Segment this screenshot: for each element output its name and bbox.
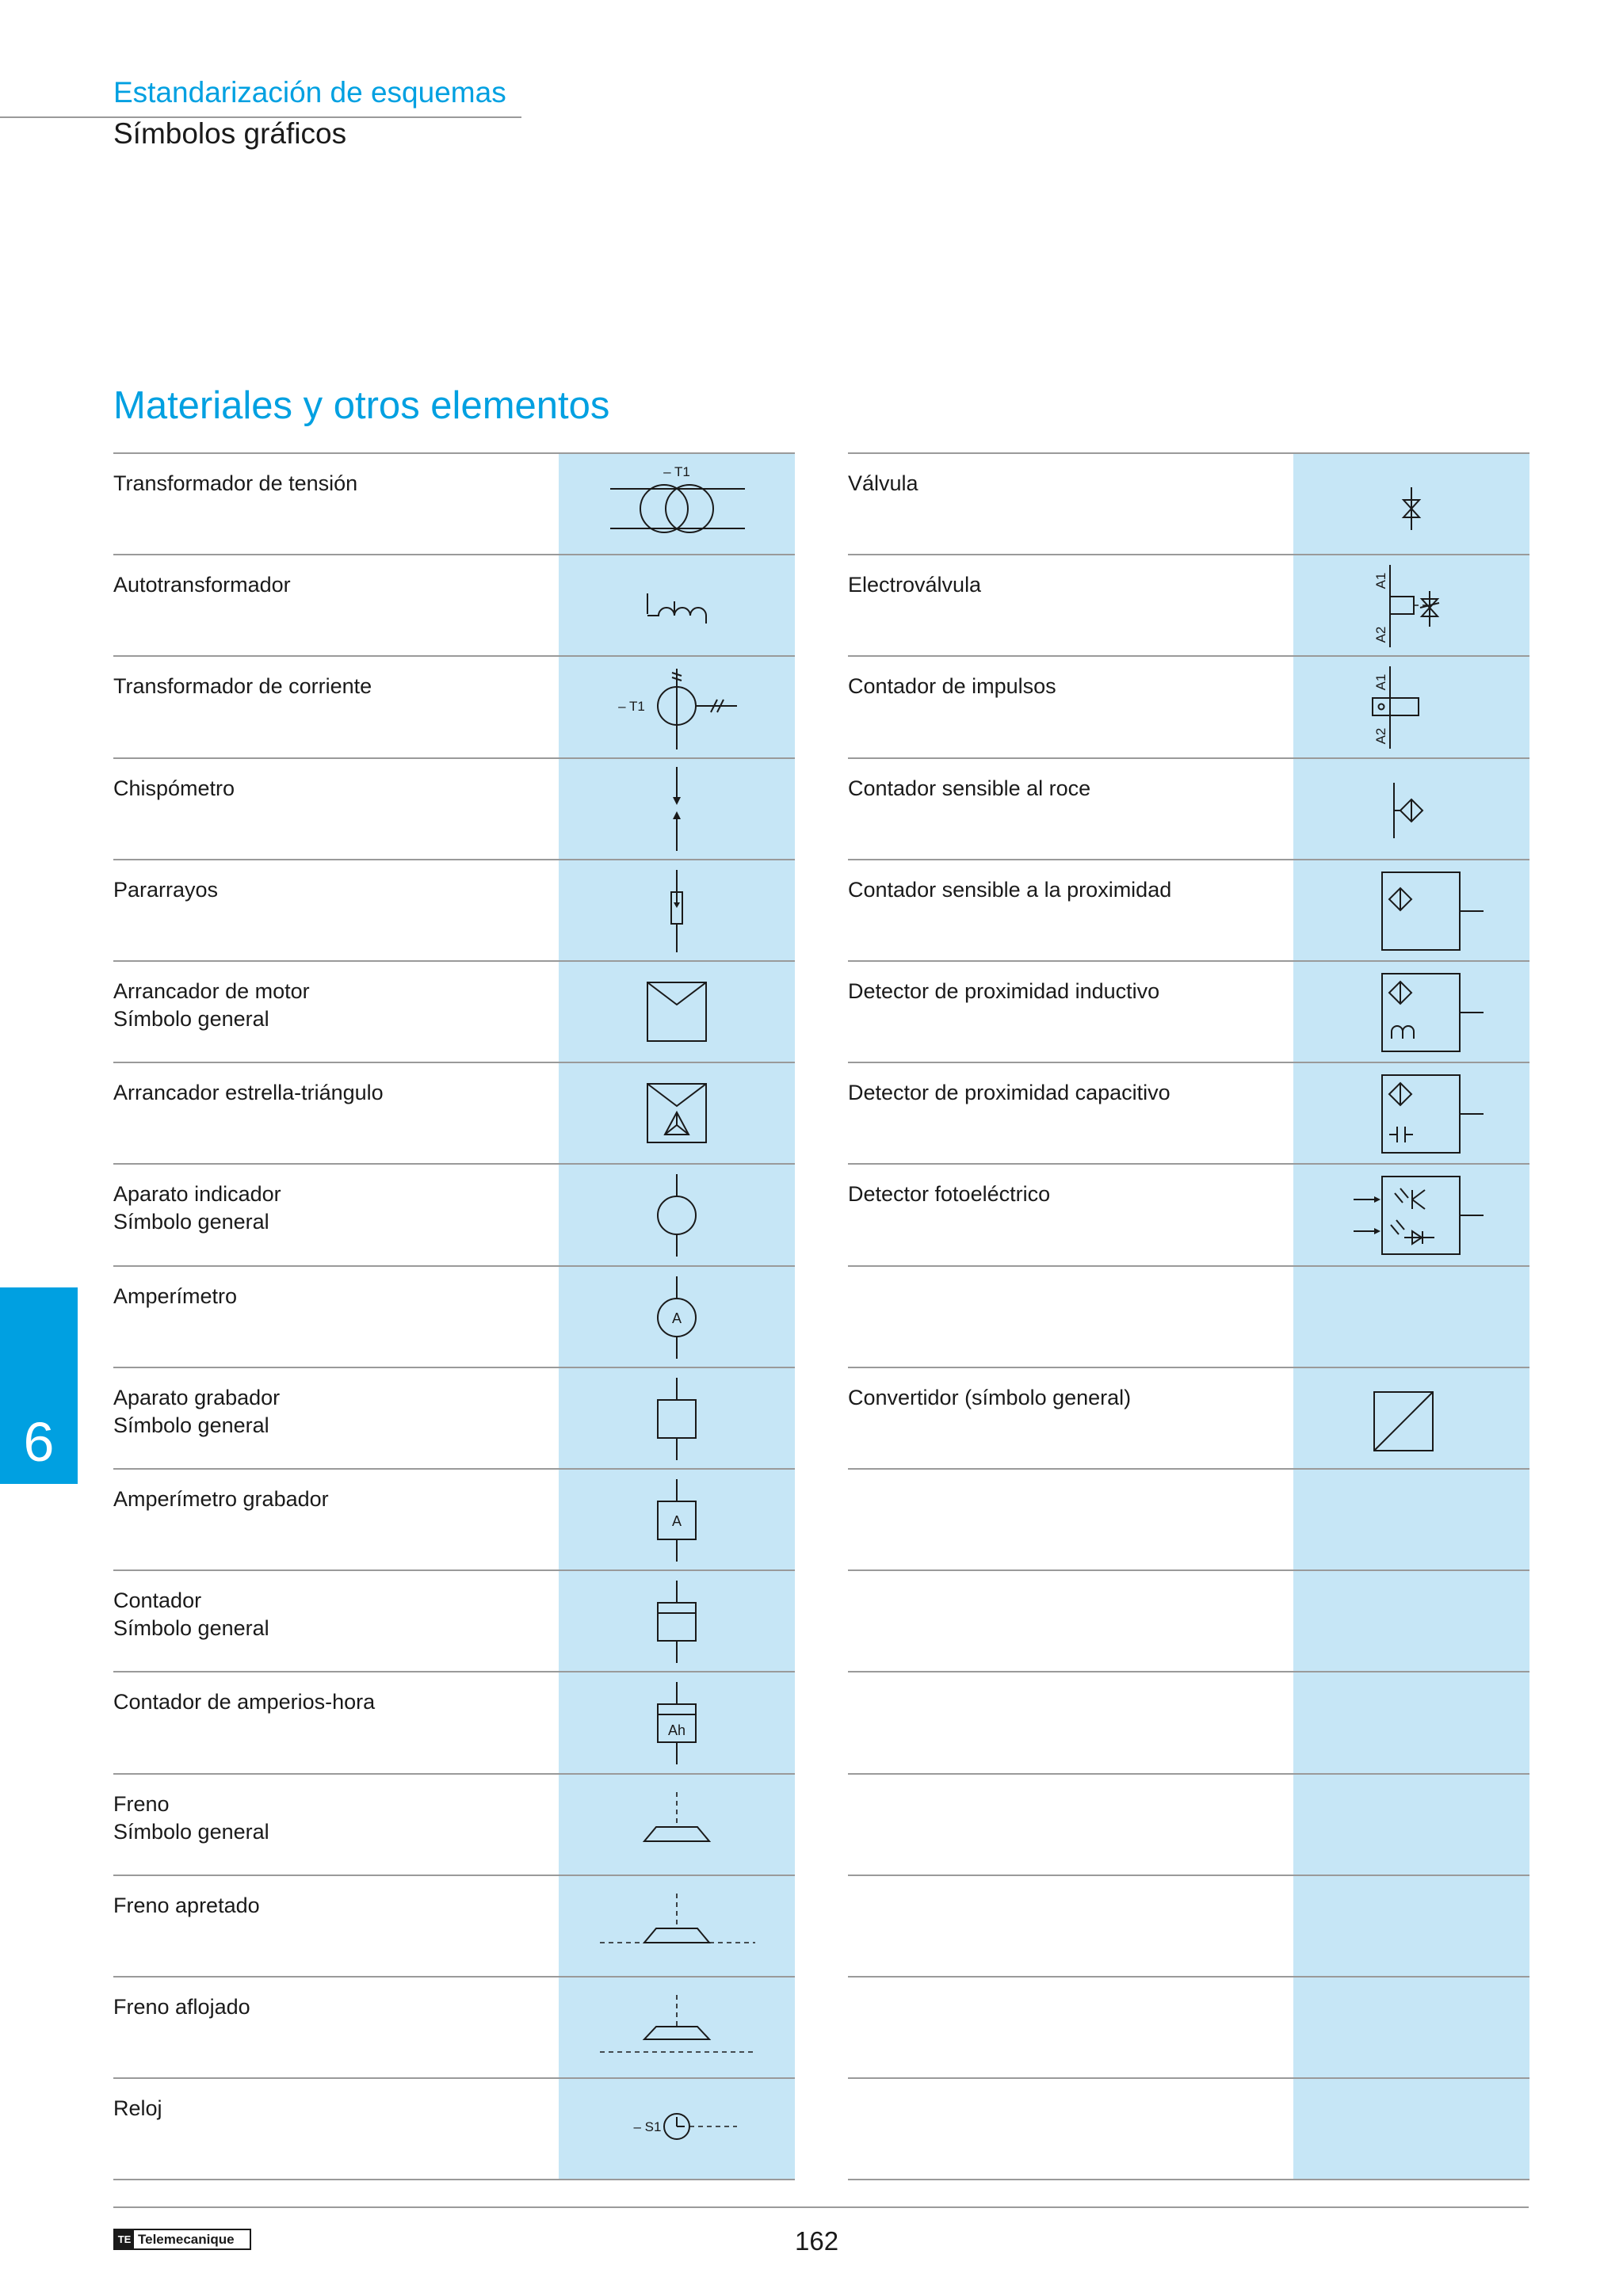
right-table-row [848,452,1529,555]
row-label-line: Símbolo general [113,1210,269,1234]
row-label [113,1384,541,1440]
ammeter-symbol [559,1267,795,1367]
surge-arrester-symbol-graphic [559,860,795,961]
row-label [113,1688,541,1716]
valve-symbol-graphic [1293,454,1529,555]
row-label-line: Chispómetro [113,776,235,800]
spark-gap-symbol-graphic [559,759,795,860]
row-label-line: Contador de impulsos [848,674,1056,699]
recording-ammeter-symbol-graphic [559,1470,795,1570]
ammeter-symbol-graphic [559,1267,795,1367]
row-label-line: Amperímetro [113,1283,238,1308]
row-label-line: Amperímetro grabador [113,1487,329,1511]
row-label [113,775,541,803]
row-label [113,1486,541,1513]
row-label-line: Autotransformador [113,573,291,597]
row-label-line: Contador de amperios-hora [113,1690,376,1714]
right-table-row [848,1671,1529,1773]
converter-symbol-graphic [1293,1368,1529,1469]
row-label-line: Símbolo general [113,1007,269,1031]
header-title: Estandarización de esquemas [113,76,506,109]
footer-rule [113,2206,1529,2208]
row-label [848,1079,1276,1107]
right-table-row [848,960,1529,1062]
autotransformer-symbol-graphic [559,555,795,656]
left-table-row [113,1875,795,1977]
svg-text:Ah: Ah [667,1722,686,1739]
photoelectric-detector-symbol-graphic [1293,1165,1529,1265]
row-label [113,1993,541,2021]
right-table-row [848,757,1529,860]
right-table-row [848,1062,1529,1164]
row-label-line: Aparato indicador [113,1182,281,1207]
telemecanique-logo [113,2229,251,2250]
left-table-row [113,1569,795,1672]
left-table-row [113,2077,795,2180]
svg-text:A2: A2 [1373,727,1388,745]
symbol-cell-empty [1293,1672,1529,1773]
symbol-cell-empty [1293,1978,1529,2078]
row-label-line: Detector de proximidad inductivo [848,979,1160,1003]
row-label [848,673,1276,700]
right-table-row [848,1875,1529,1977]
row-label-line: Convertidor (símbolo general) [848,1385,1132,1409]
right-table-row [848,1367,1529,1469]
row-label [113,1180,541,1236]
spark-gap-symbol [559,759,795,860]
row-label-line: Arrancador estrella-triángulo [113,1081,384,1105]
row-label-line: Símbolo general [113,1616,269,1641]
right-table-row [848,1569,1529,1672]
row-label-line: Contador [113,1589,202,1613]
left-table-row [113,452,795,555]
left-table-row [113,960,795,1062]
symbol-cell-empty [1293,1571,1529,1672]
svg-text:– T1: – T1 [663,464,690,479]
autotransformer-symbol [559,555,795,656]
left-table-row [113,1468,795,1570]
meter-symbol [559,1571,795,1672]
row-label [113,978,541,1033]
row-label [113,1587,541,1642]
right-table-row [848,1468,1529,1570]
current-transformer-symbol-graphic [559,657,795,757]
row-label-line: Freno apretado [113,1893,260,1917]
proximity-switch-symbol-graphic [1293,860,1529,961]
row-label-line: Símbolo general [113,1819,269,1844]
row-label [848,1180,1276,1208]
motor-starter-symbol-graphic [559,962,795,1062]
left-table-row [113,859,795,961]
logo-text: Telemecanique [138,2231,235,2247]
solenoid-valve-symbol [1293,555,1529,656]
left-table-row [113,1367,795,1469]
left-table-row [113,554,795,656]
left-table-row [113,1163,795,1265]
current-transformer-symbol [559,657,795,757]
symbol-cell-empty [1293,1470,1529,1570]
ampere-hour-meter-symbol [559,1672,795,1773]
solenoid-valve-symbol-graphic [1293,555,1529,656]
row-label [113,2095,541,2122]
row-label-line: Freno [113,1791,170,1816]
row-label [848,1384,1276,1412]
voltage-transformer-symbol-graphic [559,454,795,555]
row-label [113,1892,541,1920]
converter-symbol [1293,1368,1529,1469]
row-label-line: Detector de proximidad capacitivo [848,1081,1170,1105]
row-label [848,470,1276,498]
row-label-line: Contador sensible a la proximidad [848,877,1172,902]
valve-symbol [1293,454,1529,555]
clock-symbol-graphic [559,2079,795,2180]
row-label-line: Contador sensible al roce [848,776,1091,800]
row-label-line: Freno aflojado [113,1995,250,2019]
symbol-cell-empty [1293,1876,1529,1977]
row-label-line: Reloj [113,2096,162,2121]
row-label-line: Electroválvula [848,573,982,597]
row-label-line: Arrancador de motor [113,979,310,1003]
recording-instrument-symbol [559,1368,795,1469]
brake-symbol [559,1775,795,1875]
inductive-proximity-detector-symbol-graphic [1293,962,1529,1062]
right-table-row [848,1976,1529,2078]
brake-symbol-graphic [559,1775,795,1875]
symbol-cell-empty [1293,1775,1529,1875]
row-label-line: Transformador de corriente [113,674,372,699]
section-title: Materiales y otros elementos [113,384,610,427]
brake-applied-symbol [559,1876,795,1977]
right-table-row [848,859,1529,961]
left-table-row [113,1265,795,1367]
pulse-counter-symbol-graphic [1293,657,1529,757]
motor-starter-symbol [559,962,795,1062]
row-label-line: Transformador de tensión [113,471,358,495]
logo-mark: TE [115,2230,134,2248]
right-table-row [848,655,1529,757]
brake-released-symbol-graphic [559,1978,795,2078]
row-label-line: Aparato grabador [113,1385,281,1409]
row-label [113,673,541,700]
indicating-instrument-symbol [559,1165,795,1265]
header-subtitle: Símbolos gráficos [113,117,347,150]
svg-text:– S1: – S1 [633,2119,662,2135]
svg-text:A: A [671,1513,682,1529]
row-label [113,1283,541,1310]
svg-text:– T1: – T1 [618,699,645,715]
indicating-instrument-symbol-graphic [559,1165,795,1265]
capacitive-proximity-detector-symbol-graphic [1293,1063,1529,1164]
brake-released-symbol [559,1978,795,2078]
left-table-row [113,1773,795,1875]
right-table-row [848,1773,1529,1875]
svg-text:A: A [671,1310,682,1326]
row-label-line: Pararrayos [113,877,219,902]
row-label [113,470,541,498]
recording-instrument-symbol-graphic [559,1368,795,1469]
meter-symbol-graphic [559,1571,795,1672]
symbol-cell-empty [1293,2079,1529,2180]
row-label [848,876,1276,904]
touch-sensitive-switch-symbol-graphic [1293,759,1529,860]
page-number: 162 [795,2226,839,2256]
row-label-line: Símbolo general [113,1413,269,1437]
svg-text:A1: A1 [1373,673,1388,691]
capacitive-proximity-detector-symbol [1293,1063,1529,1164]
left-table-row [113,1976,795,2078]
voltage-transformer-symbol [559,454,795,555]
touch-sensitive-switch-symbol [1293,759,1529,860]
inductive-proximity-detector-symbol [1293,962,1529,1062]
clock-symbol [559,2079,795,2180]
chapter-number: 6 [23,1411,55,1473]
pulse-counter-symbol [1293,657,1529,757]
right-table-row [848,554,1529,656]
row-label-line: Válvula [848,471,918,495]
left-table-row [113,757,795,860]
right-table-row [848,1163,1529,1265]
svg-text:A1: A1 [1373,572,1388,589]
ampere-hour-meter-symbol-graphic [559,1672,795,1773]
svg-text:A2: A2 [1373,626,1388,643]
row-label [848,775,1276,803]
brake-applied-symbol-graphic [559,1876,795,1977]
row-label [113,1079,541,1107]
photoelectric-detector-symbol [1293,1165,1529,1265]
row-label-line: Detector fotoeléctrico [848,1182,1051,1207]
left-table-row [113,1671,795,1773]
star-delta-starter-symbol-graphic [559,1063,795,1164]
row-label [113,876,541,904]
surge-arrester-symbol [559,860,795,961]
row-label [848,978,1276,1005]
proximity-switch-symbol [1293,860,1529,961]
right-table-row [848,2077,1529,2180]
symbol-cell-empty [1293,1267,1529,1367]
left-table-row [113,1062,795,1164]
row-label [113,1791,541,1846]
row-label [113,571,541,599]
row-label [848,571,1276,599]
star-delta-starter-symbol [559,1063,795,1164]
right-table-row [848,1265,1529,1367]
recording-ammeter-symbol [559,1470,795,1570]
left-table-row [113,655,795,757]
